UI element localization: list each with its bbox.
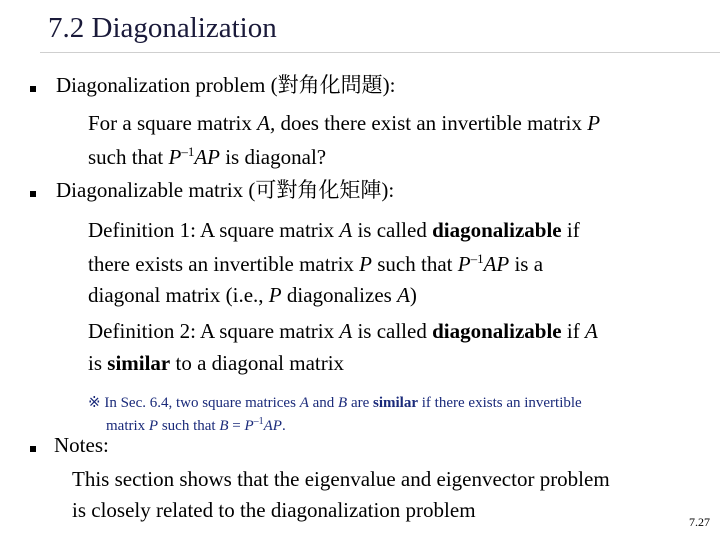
math-var: A, (257, 111, 276, 135)
text-run: is (88, 351, 108, 375)
text-run: is called (352, 319, 433, 343)
math-superscript: –1 (253, 416, 264, 427)
text-run: diagonalizes (281, 283, 398, 307)
text-run: is diagonal? (219, 145, 327, 169)
text-run: if (561, 319, 585, 343)
math-var: A (339, 319, 353, 343)
text-run: ※ In Sec. 6.4, two square matrices (88, 395, 300, 411)
math-var: A (299, 395, 309, 411)
title-divider (40, 52, 720, 53)
text-run: diagonal matrix (i.e., (88, 283, 269, 307)
math-superscript: –1 (181, 144, 195, 159)
notes-line-1: This section shows that the eigenvalue and eigenvector problem (72, 467, 610, 491)
math-var: B (338, 395, 348, 411)
bullet-square-icon (30, 86, 36, 92)
definition-2-line-2 (88, 353, 344, 374)
math-var: AP (263, 418, 282, 434)
similarity-note-line-2 (106, 417, 286, 434)
slide-title: 7.2 Diagonalization (48, 12, 277, 44)
text-run: such that (158, 418, 220, 434)
bullet-square-icon (30, 191, 36, 197)
math-var: A (584, 319, 598, 343)
text-run: does there exist an invertible matrix (275, 111, 588, 135)
math-superscript: –1 (470, 251, 484, 266)
definition-1-line-1 (88, 220, 580, 241)
text-run: is a (509, 252, 544, 276)
problem-text-line-2 (88, 145, 326, 168)
math-var: AP (194, 145, 220, 169)
math-var: P (148, 418, 159, 434)
definition-1-line-2 (88, 252, 543, 275)
text-run: = (228, 418, 245, 434)
text-run: matrix (106, 418, 149, 434)
math-var: A (339, 218, 353, 242)
bold-term: diagonalizable (432, 218, 562, 242)
text-run: if there exists an invertible (418, 395, 582, 411)
math-var: AP (483, 252, 510, 276)
page-number: 7.27 (689, 515, 710, 529)
definition-1-line-3 (88, 285, 417, 306)
math-var: B (219, 418, 229, 434)
definition-2-line-1 (88, 321, 598, 342)
text-run: there exists an invertible matrix (88, 252, 360, 276)
text-run: Definition 2: A square matrix (88, 319, 340, 343)
math-var: A (397, 283, 410, 307)
text-run: . (281, 418, 286, 434)
text-run: is called (352, 218, 433, 242)
bold-term: similar (373, 395, 419, 411)
bold-term: similar (107, 351, 171, 375)
text-run: ) (409, 283, 417, 307)
text-run: and (308, 395, 339, 411)
bold-term: diagonalizable (432, 319, 562, 343)
text-run: For a square matrix (88, 111, 258, 135)
text-run: Definition 1: A square matrix (88, 218, 340, 242)
bullet-square-icon (30, 446, 36, 452)
math-var: P (457, 252, 471, 276)
math-var: P (244, 418, 254, 434)
diagonalization-problem-heading: Diagonalization problem (對角化問題): (56, 73, 396, 97)
text-run: are (347, 395, 374, 411)
text-run: to a diagonal matrix (170, 351, 345, 375)
text-run: if (561, 218, 580, 242)
notes-heading: Notes: (54, 433, 109, 457)
math-var: P (268, 283, 282, 307)
math-var: P (168, 145, 182, 169)
problem-text-line-1 (88, 113, 600, 134)
similarity-note-line-1 (88, 396, 582, 411)
notes-line-2: is closely related to the diagonalization problem (72, 498, 476, 522)
text-run: such that (88, 145, 169, 169)
diagonalizable-matrix-heading: Diagonalizable matrix (可對角化矩陣): (56, 178, 395, 202)
text-run: such that (372, 252, 458, 276)
math-var: P (359, 252, 372, 276)
math-var: P (587, 111, 601, 135)
